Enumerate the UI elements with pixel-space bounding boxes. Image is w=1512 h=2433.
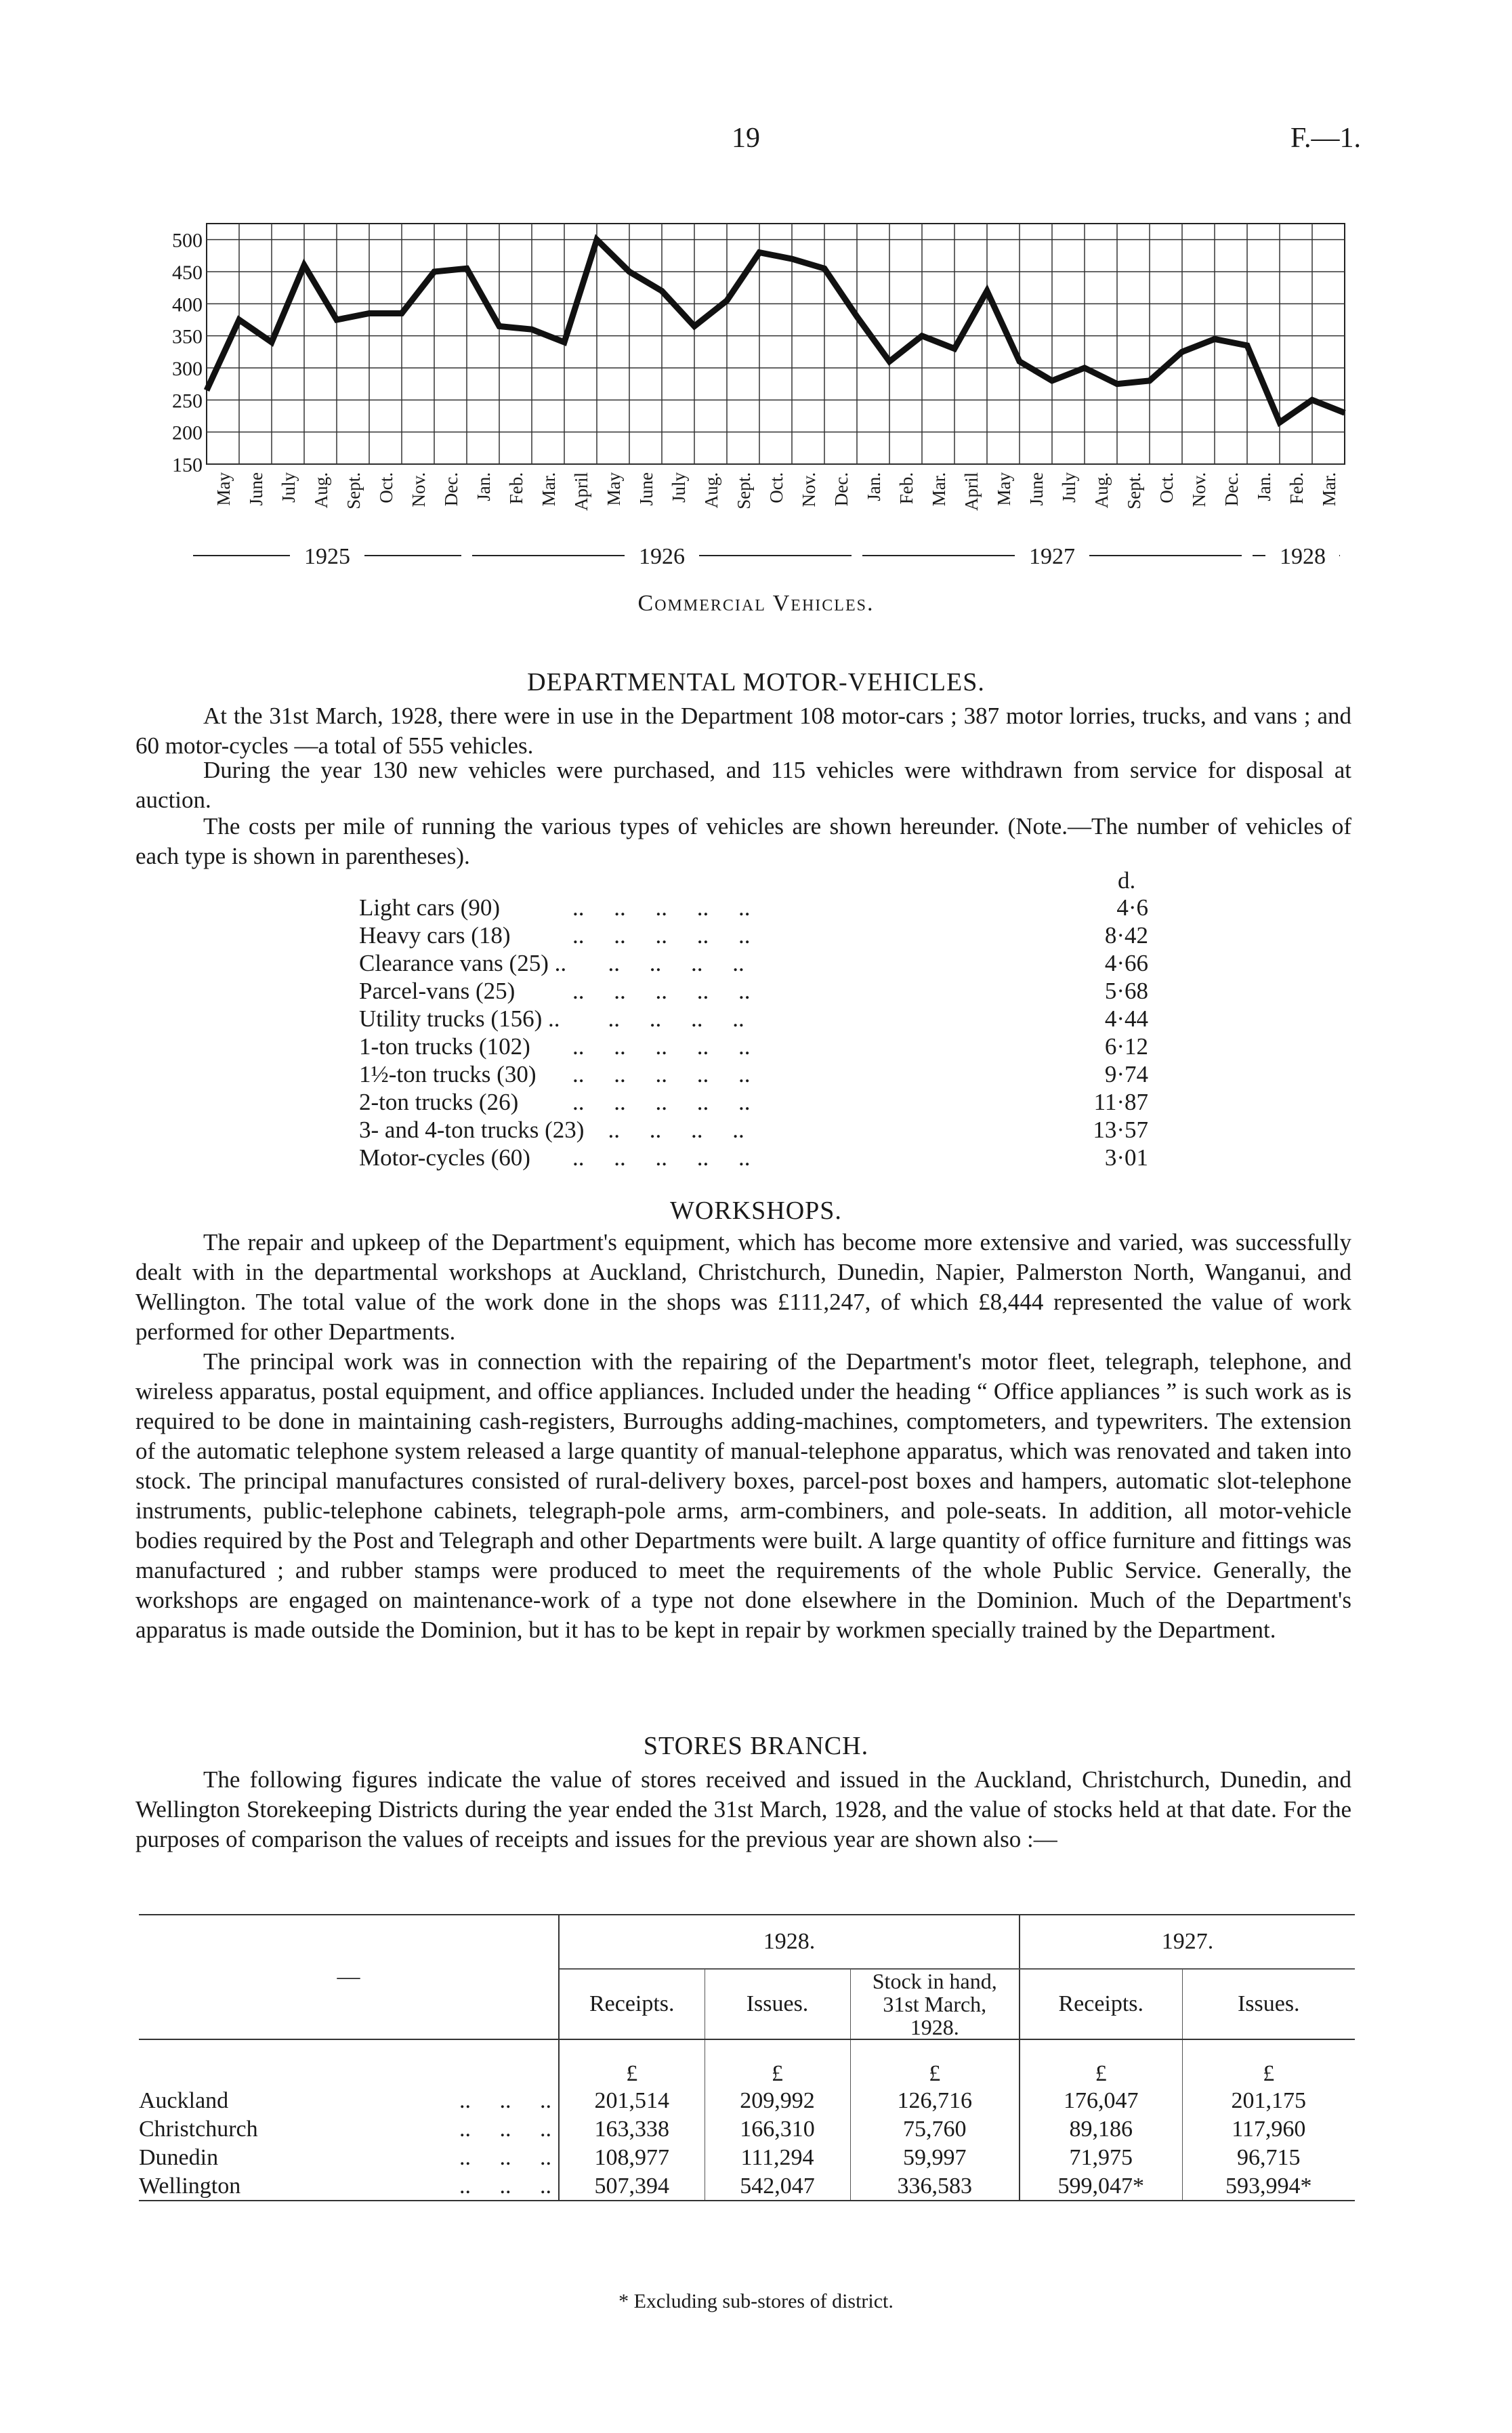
motor-paragraph-2: During the year 130 new vehicles were purchased, and 115 vehicles were withdrawn from service for disposal at auction. xyxy=(135,757,1351,813)
table-cell: 71,975 xyxy=(1020,2144,1182,2172)
cost-label: 2-ton trucks (26) xyxy=(359,1089,519,1115)
chart-frame xyxy=(207,224,1345,464)
cost-row xyxy=(0,1061,1512,1088)
motor-paragraph-1: At the 31st March, 1928, there were in use in the Department 108 motor-cars ; 387 motor lorries, trucks, and vans ; and 60 motor-cycles —a total of 555 vehicles. xyxy=(135,703,1351,759)
y-tick-label: 450 xyxy=(172,262,203,284)
year-label: 1927 xyxy=(1029,544,1075,569)
col-header-issues-1928: Issues. xyxy=(705,1969,850,2039)
cost-label: 1½-ton trucks (30) xyxy=(359,1061,537,1087)
cost-label: Motor-cycles (60) xyxy=(359,1144,530,1171)
cost-value: 4·66 xyxy=(1104,950,1148,976)
cost-row xyxy=(0,950,1512,977)
currency-mark: £ xyxy=(705,2039,850,2087)
table-cell: 507,394 xyxy=(559,2172,705,2201)
table-cell: 163,338 xyxy=(559,2115,705,2144)
x-tick-label: Aug. xyxy=(311,472,331,509)
x-tick-label: Sept. xyxy=(734,472,754,510)
stores-table xyxy=(139,1914,1355,2201)
table-row xyxy=(139,2144,1355,2172)
x-tick-label: Oct. xyxy=(766,472,786,503)
table-cell: 593,994* xyxy=(1225,2173,1312,2199)
district-name: Dunedin xyxy=(139,2145,219,2170)
x-tick-label: Feb. xyxy=(1286,472,1307,505)
district-name: Wellington xyxy=(139,2173,241,2199)
leader-dots: .. .. .. .. .. xyxy=(572,922,751,949)
leader-dots: .. .. .. xyxy=(459,2173,551,2199)
table-cell: 166,310 xyxy=(705,2115,850,2144)
cost-row xyxy=(0,894,1512,921)
col-header-issues-1927: Issues. xyxy=(1237,1991,1300,2016)
table-row xyxy=(139,2172,1355,2201)
chart-year-labels xyxy=(193,544,1340,569)
y-tick-label: 350 xyxy=(172,325,203,348)
x-tick-label: April xyxy=(961,472,982,511)
currency-mark: £ xyxy=(1020,2039,1182,2087)
table-cell: 89,186 xyxy=(1020,2115,1182,2144)
x-tick-label: Dec. xyxy=(441,472,461,507)
leader-dots: .. .. .. .. .. xyxy=(572,1144,751,1171)
table-cell: 96,715 xyxy=(1237,2145,1301,2170)
stores-title: STORES BRANCH. xyxy=(643,1732,869,1760)
x-tick-label: Aug. xyxy=(701,472,721,509)
year-label: 1926 xyxy=(639,544,685,569)
col-header-receipts-1927: Receipts. xyxy=(1020,1969,1182,2039)
currency-mark: £ xyxy=(559,2039,705,2087)
x-tick-label: Nov. xyxy=(1189,472,1209,507)
leader-dots: .. .. .. xyxy=(459,2145,551,2170)
table-cell: 117,960 xyxy=(1232,2117,1306,2142)
leader-dots: .. .. .. .. .. xyxy=(572,1033,751,1060)
chart-x-ticks xyxy=(213,472,1339,511)
table-cell: 126,716 xyxy=(850,2087,1020,2115)
cost-label: 3- and 4-ton trucks (23) xyxy=(359,1117,585,1143)
y-tick-label: 150 xyxy=(172,454,203,476)
table-row xyxy=(139,2087,1355,2115)
chart-series-line xyxy=(207,240,1345,423)
x-tick-label: June xyxy=(246,472,266,506)
leader-dots: .. .. .. .. .. xyxy=(572,1089,751,1115)
x-tick-label: July xyxy=(669,472,689,503)
x-tick-label: July xyxy=(1059,472,1079,503)
cost-row xyxy=(0,1005,1512,1033)
y-tick-label: 300 xyxy=(172,358,203,380)
x-tick-label: May xyxy=(604,472,624,506)
table-cell: 209,992 xyxy=(705,2087,850,2115)
cost-value: 13·57 xyxy=(1093,1117,1148,1143)
district-header: — xyxy=(139,1915,559,2039)
cost-value: 6·12 xyxy=(1104,1033,1148,1060)
col-header-stock: Stock in hand, 31st March, 1928. xyxy=(850,1969,1020,2039)
workshops-paragraph-2: The principal work was in connection with the repairing of the Department's motor fleet, telegraph, telephone, and wireless apparatus, postal equipment, and office appliances. Included under the heading “ Office appliances ” is such work as is required to be done in maintaining cash-registers, Burroughs adding-machines, comptometers, and typewriters. The extension of the automatic telephone system released a large quantity of manual-telephone apparatus, which was renovated and taken into stock. The principal manufactures consisted of rural-delivery boxes, parcel-post boxes and hampers, automatic slot-telephone instruments, public-telephone cabinets, telegraph-pole arms, arm-combiners, and pole-seats. In addition, all motor-vehicle bodies required by the Post and Telegraph and other Departments were built. A large quantity of office furniture and fittings was manufactured ; and rubber stamps were produced to meet the requirements of the whole Public Service. Generally, the workshops are engaged on maintenance-work of a type not done elsewhere in the Dominion. Much of the Department's apparatus is made outside the Dominion, but it has to be kept in repair by workmen specially trained by the Department. xyxy=(135,1348,1351,1643)
x-tick-label: May xyxy=(213,472,234,506)
leader-dots: .. .. .. .. xyxy=(572,950,744,976)
x-tick-label: May xyxy=(994,472,1014,506)
col-header-receipts-1928: Receipts. xyxy=(559,1969,705,2039)
stores-paragraph-1: The following figures indicate the value of stores received and issued in the Auckland, Christchurch, Dunedin, and Wellington Storekeeping Districts during the year ended the 31st March, 1928, and the value of stocks held at that date. For the purposes of comparison the values of receipts and issues for the previous year are shown also :— xyxy=(135,1766,1351,1852)
cost-value: 4·6 xyxy=(1116,894,1148,921)
document-code: F.—1. xyxy=(1290,123,1361,154)
cost-label: 1-ton trucks (102) xyxy=(359,1033,530,1060)
cost-row xyxy=(0,922,1512,949)
x-tick-label: Dec. xyxy=(831,472,852,507)
leader-dots: .. .. .. xyxy=(459,2088,551,2113)
motor-vehicles-title: DEPARTMENTAL MOTOR-VEHICLES. xyxy=(527,668,985,696)
x-tick-label: June xyxy=(1026,472,1047,506)
workshops-title: WORKSHOPS. xyxy=(670,1197,842,1225)
table-cell: 599,047* xyxy=(1020,2172,1182,2201)
leader-dots: .. .. .. xyxy=(459,2117,551,2142)
x-tick-label: Feb. xyxy=(896,472,917,505)
currency-mark: £ xyxy=(1263,2061,1275,2086)
x-tick-label: July xyxy=(278,472,299,503)
x-tick-label: Sept. xyxy=(1124,472,1144,510)
cost-row xyxy=(0,978,1512,1005)
x-tick-label: Aug. xyxy=(1091,472,1112,509)
cost-row xyxy=(0,1089,1512,1116)
table-cell: 111,294 xyxy=(705,2144,850,2172)
cost-label: Parcel-vans (25) xyxy=(359,978,516,1004)
x-tick-label: Sept. xyxy=(343,472,364,510)
cost-value: 9·74 xyxy=(1104,1061,1148,1087)
district-name: Auckland xyxy=(139,2088,229,2113)
cost-label: Clearance vans (25) .. xyxy=(359,950,567,976)
year-1928-header: 1928. xyxy=(559,1915,1020,1969)
cost-value: 3·01 xyxy=(1104,1144,1148,1171)
y-tick-label: 200 xyxy=(172,421,203,444)
year-label: 1925 xyxy=(304,544,350,569)
commercial-vehicles-chart xyxy=(169,203,1389,786)
y-tick-label: 500 xyxy=(172,229,203,252)
leader-dots: .. .. .. .. .. xyxy=(572,894,751,921)
district-name: Christchurch xyxy=(139,2117,258,2142)
x-tick-label: Nov. xyxy=(799,472,819,507)
chart-y-ticks xyxy=(172,230,203,476)
y-tick-label: 400 xyxy=(172,293,203,316)
workshops-paragraph-1: The repair and upkeep of the Department's equipment, which has become more extensive and varied, was successfully dealt with in the departmental workshops at Auckland, Christchurch, Dunedin, Napier, Palmerston North, Wanganui, and Wellington. The total value of the work done in the shops was £111,247, of which £8,444 represented the value of work performed for other Departments. xyxy=(135,1229,1351,1345)
cost-label: Light cars (90) xyxy=(359,894,500,921)
table-cell: 336,583 xyxy=(850,2172,1020,2201)
chart-caption: Commercial Vehicles. xyxy=(637,591,875,616)
table-cell: 542,047 xyxy=(705,2172,850,2201)
x-tick-label: Jan. xyxy=(1254,472,1274,501)
blank-cell xyxy=(139,2039,559,2087)
motor-paragraph-3: The costs per mile of running the various types of vehicles are shown hereunder. (Note.—The number of vehicles of each type is shown in parentheses). xyxy=(135,813,1351,869)
leader-dots: .. .. .. .. .. xyxy=(572,978,751,1004)
x-tick-label: April xyxy=(571,472,591,511)
currency-mark: £ xyxy=(850,2039,1020,2087)
year-1927-header: 1927. xyxy=(1020,1915,1355,1969)
cost-row xyxy=(0,1033,1512,1060)
cost-value: 5·68 xyxy=(1104,978,1148,1004)
leader-dots: .. .. .. .. xyxy=(572,1005,744,1032)
table-cell: 108,977 xyxy=(559,2144,705,2172)
cost-row xyxy=(0,1144,1512,1171)
table-cell: 176,047 xyxy=(1020,2087,1182,2115)
x-tick-label: Dec. xyxy=(1221,472,1242,507)
x-tick-label: Mar. xyxy=(539,472,559,507)
x-tick-label: Jan. xyxy=(474,472,494,501)
page-number: 19 xyxy=(732,123,760,154)
x-tick-label: Mar. xyxy=(1319,472,1339,507)
x-tick-label: Oct. xyxy=(376,472,396,503)
chart-grid xyxy=(207,224,1345,464)
x-tick-label: Nov. xyxy=(408,472,429,507)
year-label: 1928 xyxy=(1280,544,1326,569)
x-tick-label: Jan. xyxy=(864,472,884,501)
x-tick-label: Oct. xyxy=(1156,472,1177,503)
table-cell: 201,175 xyxy=(1231,2088,1306,2113)
cost-value: 8·42 xyxy=(1104,922,1148,949)
table-cell: 75,760 xyxy=(850,2115,1020,2144)
cost-value: 4·44 xyxy=(1104,1005,1148,1032)
table-footnote: * Excluding sub-stores of district. xyxy=(618,2290,894,2312)
y-tick-label: 250 xyxy=(172,390,203,413)
cost-value: 11·87 xyxy=(1093,1089,1148,1115)
table-cell: 201,514 xyxy=(559,2087,705,2115)
leader-dots: .. .. .. .. .. xyxy=(572,1061,751,1087)
cost-label: Utility trucks (156) .. xyxy=(359,1005,560,1032)
table-cell: 59,997 xyxy=(850,2144,1020,2172)
cost-label: Heavy cars (18) xyxy=(359,922,511,949)
table-row xyxy=(139,2115,1355,2144)
x-tick-label: Feb. xyxy=(506,472,526,505)
cost-row xyxy=(0,1117,1512,1144)
x-tick-label: June xyxy=(636,472,656,506)
leader-dots: .. .. .. .. xyxy=(572,1117,744,1143)
x-tick-label: Mar. xyxy=(929,472,949,507)
cost-unit: d. xyxy=(1118,867,1136,894)
